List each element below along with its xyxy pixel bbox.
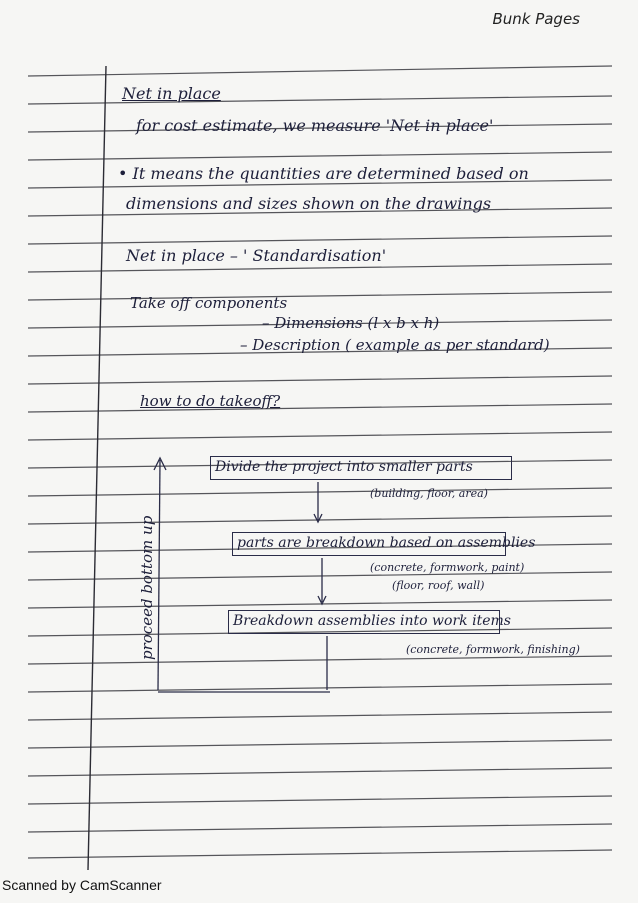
notes-line-3: dimensions and sizes shown on the drawings: [126, 194, 492, 213]
notes-item-1: – Dimensions (l x b x h): [262, 314, 440, 332]
step1-note: (building, floor, area): [370, 487, 488, 500]
step3-note: (concrete, formwork, finishing): [406, 643, 580, 656]
step2-box-text: parts are breakdown based on assemblies: [237, 535, 536, 551]
notes-heading: Net in place: [122, 84, 221, 103]
step2-note-1: (concrete, formwork, paint): [370, 561, 525, 574]
step1-box: [210, 456, 512, 480]
step2-note-2: (floor, roof, wall): [392, 579, 485, 592]
step2-box: [232, 532, 536, 556]
brand-label: Bunk Pages: [492, 10, 580, 28]
notes-line-5: Take off components: [130, 294, 288, 312]
diagram-side-label: proceed bottom up: [138, 515, 156, 660]
notes-line-4: Net in place – ' Standardisation': [126, 246, 387, 265]
notes-item-2: – Description ( example as per standard): [240, 336, 550, 354]
notes-subheading: how to do takeoff?: [140, 392, 281, 410]
notes-line-2: • It means the quantities are determined based on: [118, 164, 529, 183]
step3-box: [228, 610, 511, 634]
step3-box-text: Breakdown assemblies into work items: [233, 613, 511, 629]
scanner-footer: Scanned by CamScanner: [2, 877, 162, 893]
step1-box-text: Divide the project into smaller parts: [215, 459, 473, 475]
notes-line-1: for cost estimate, we measure 'Net in place': [136, 116, 494, 135]
